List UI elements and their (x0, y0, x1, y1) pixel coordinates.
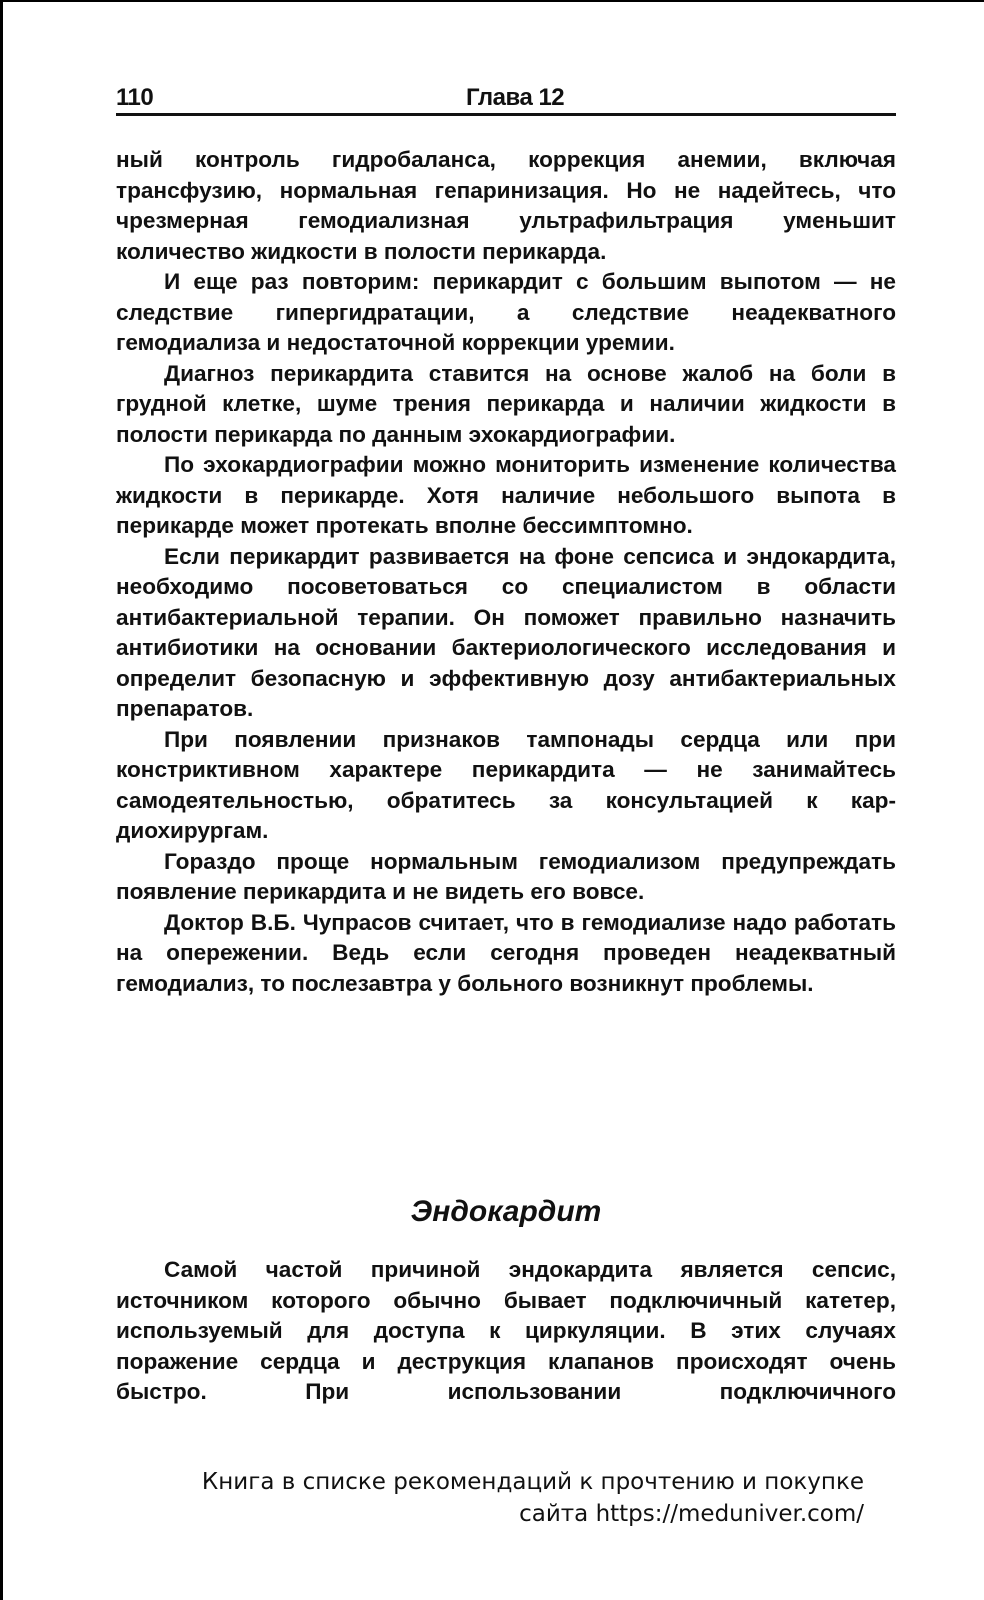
paragraph: Гораздо проще нормальным гемодиализом предупреждать появление перикардита и не видеть его вовсе. (116, 848, 896, 904)
paragraph: По эхокардиографии можно мониторить изменение количества жидкости в перикарде. Хотя наличие небольшого выпота в перикарде может протекать вполне бессимптомно. (116, 452, 896, 538)
footer-line: Книга в списке рекомендаций к прочтению и покупке (201, 1469, 864, 1495)
paragraph: При появлении признаков тампонады сердца или при констриктивном характере перикардита — не занимайтесь самодеятельностью, обратитесь за консультацией к кардиохирургам. (116, 726, 896, 843)
page-border-top (0, 0, 984, 2)
section-body (116, 1255, 896, 1408)
paragraph: ный контроль гидробаланса, коррекция анемии, включая трансфузию, нормальная гепаринизация. Но не надейтесь, что чрезмерная гемодиализная ультрафильтрация уменьшит количество жидкости в полости перикарда. (116, 147, 896, 264)
footer-link-line[interactable]: сайта https://meduniver.com/ (519, 1501, 864, 1527)
page-number: 110 (116, 84, 154, 111)
header-rule (116, 113, 896, 116)
footer-note (104, 1466, 864, 1530)
chapter-title: Глава 12 (466, 84, 565, 111)
main-text (116, 145, 896, 999)
paragraph: Доктор В.Б. Чупрасов считает, что в гемодиализе надо работать на опережении. Ведь если сегодня проведен неадекватный гемодиализ, то послезавтра у больного возникнут проблемы. (116, 909, 896, 996)
paragraph: Самой частой причиной эндокардита является сепсис, источником которого обычно бывает подключичный катетер, используемый для доступа к циркуляции. В этих случаях поражение сердца и деструкция клапанов происходят очень быстро. При использовании подключичного (116, 1257, 896, 1404)
paragraph: Диагноз перикардита ставится на основе жалоб на боли в грудной клетке, шуме трения перикарда и наличии жидкости в полости перикарда по данным эхокардиографии. (116, 360, 896, 447)
running-header (116, 84, 896, 116)
section-heading: Эндокардит (410, 1195, 602, 1228)
paragraph: И еще раз повторим: перикардит с большим выпотом — не следствие гипергидратации, а следствие неадекватного гемодиализа и недостаточной коррекции уремии. (116, 269, 896, 355)
paragraph: Если перикардит развивается на фоне сепсиса и эндокардита, необходимо посоветоваться со специалистом в области антибактериальной терапии. Он поможет правильно назначить антибиотики на основании бактериологического исследования и определит безопасную и эффективную дозу антибактериальных препаратов. (116, 543, 896, 721)
page-border-left (0, 0, 3, 1600)
